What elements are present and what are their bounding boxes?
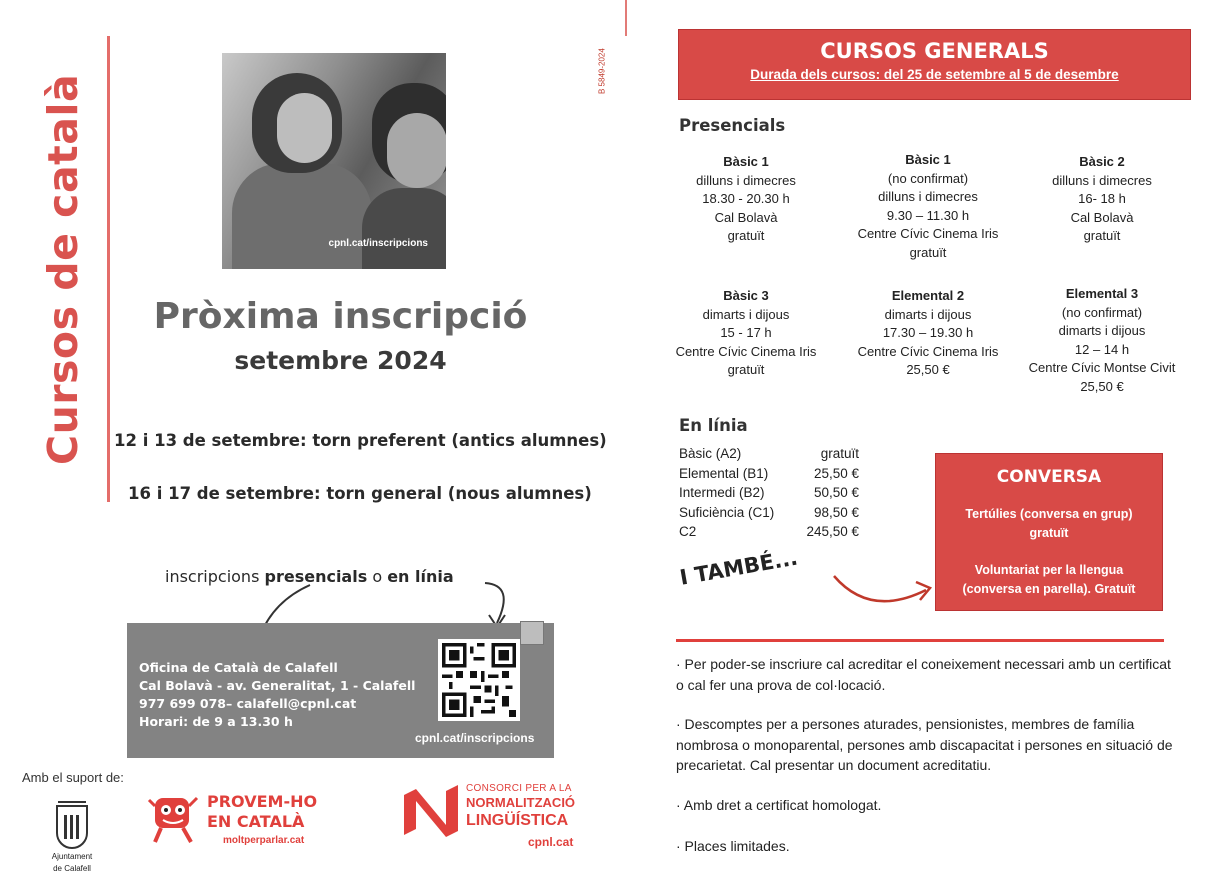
course-line: gratuït [727,362,765,377]
course-line: Cal Bolavà [714,209,778,225]
course-line: 18.30 - 20.30 h [702,191,790,206]
qr-code-icon[interactable] [438,639,520,721]
box-corner-tab [520,621,544,645]
list-item [679,522,859,542]
cpnl-mark-icon [400,785,462,841]
course-line: 16- 18 h [1078,191,1126,206]
cpnl-logo [400,783,590,853]
ajuntament-line2: de Calafell [53,864,91,873]
course-line: dilluns i dimecres [1052,172,1152,188]
itambe-label: I TAMBÉ... [677,545,800,590]
online-level: Intermedi (B2) [679,485,765,500]
course-line: Centre Cívic Cinema Iris [675,343,817,359]
photo-url: cpnl.cat/inscripcions [328,238,428,249]
course-line: dimarts i dijous [884,306,972,322]
torn-general: 16 i 17 de setembre: torn general (nous alumnes) [128,484,592,503]
course-line: gratuït [727,228,765,243]
cpnl-url[interactable]: cpnl.cat [528,835,574,849]
en-linia-title: En línia [679,416,748,435]
curved-arrow-icon [830,568,938,614]
course-card [1012,285,1192,396]
list-item [679,503,859,523]
office-info-box [127,623,554,758]
cursos-generals-banner [678,29,1191,100]
cpnl-line1: CONSORCI PER A LA [466,783,572,794]
course-line: 15 - 17 h [720,325,772,340]
provem-url[interactable]: moltperparlar.cat [223,835,305,846]
course-card [838,151,1018,262]
office-name: Oficina de Català de Calafell [139,660,338,675]
online-price: 245,50 € [806,524,859,539]
torn-preferent: 12 i 13 de setembre: torn preferent (antics alumnes) [114,431,607,450]
conversa-item2-line2: (conversa en parella). Gratuït [962,582,1136,596]
conversa-box [935,453,1163,611]
provem-logo [143,786,343,852]
course-card [838,287,1018,380]
inscripcions-prefix: inscripcions [165,567,265,586]
main-heading: Pròxima inscripció [153,296,528,337]
course-card [656,153,836,246]
shield-icon [56,805,88,849]
course-card [656,287,836,380]
mascot-icon [147,792,199,846]
course-line: (no confirmat) [1061,304,1143,320]
course-line: 12 – 14 h [1074,341,1130,357]
note-item: · Places limitades. [676,838,790,854]
course-line: 9.30 – 11.30 h [886,207,970,223]
course-line: gratuït [1083,228,1121,243]
online-price: 50,50 € [813,485,859,500]
course-line: 17.30 – 19.30 h [882,325,974,340]
online-level: Elemental (B1) [679,465,769,481]
presencials-title: Presencials [679,116,786,135]
course-card [1012,153,1192,246]
online-price: 25,50 € [813,465,859,481]
ajuntament-line1: Ajuntament [51,852,93,861]
course-line: Cal Bolavà [1070,209,1134,225]
course-line: (no confirmat) [887,170,969,186]
course-name: Bàsic 3 [723,288,769,303]
course-name: Elemental 2 [891,288,965,303]
course-line: dimarts i dijous [702,306,790,322]
banner-subtitle: Durada dels cursos: del 25 de setembre al 5 de desembre [750,67,1119,82]
office-address: Cal Bolavà - av. Generalitat, 1 - Calafell [139,678,416,693]
left-red-rule [107,36,110,502]
office-hours: Horari: de 9 a 13.30 h [139,714,293,729]
course-line: Centre Cívic Montse Civit [1028,360,1176,375]
list-item [679,464,859,484]
ajuntament-logo [40,795,104,873]
online-price: gratuït [820,446,859,461]
conversa-item1-line1: Tertúlies (conversa en grup) [965,507,1133,521]
online-level: Suficiència (C1) [679,504,775,520]
conversa-item1-line2: gratuït [1029,526,1069,540]
course-line: Centre Cívic Cinema Iris [857,343,999,359]
course-line: 25,50 € [1080,378,1124,394]
course-name: Elemental 3 [1065,286,1139,301]
right-red-rule [676,639,1164,642]
course-line: Centre Cívic Cinema Iris [857,226,999,241]
vertical-title: Cursos de català [39,73,87,465]
note-item: · Per poder-se inscriure cal acreditar el coneixement necessari amb un certificat o cal fer una prova de col·locació. [676,656,1171,693]
online-level: C2 [679,524,697,539]
inscripcions-middle: o [367,567,388,586]
online-price-list [679,444,859,542]
cpnl-line2: NORMALITZACIÓ [466,795,576,810]
support-label: Amb el suport de: [22,770,124,785]
note-item: · Descomptes per a persones aturades, pensionistes, membres de família nombrosa o monoparental, persones amb discapacitat i persones en situació de precarietat. Cal presentar un document acreditatiu. [676,716,1173,773]
page-divider [625,0,627,36]
students-photo [222,53,446,269]
office-contact[interactable]: 977 699 078– calafell@cpnl.cat [139,696,357,711]
conversa-item2-line1: Voluntariat per la llengua [974,563,1124,577]
office-text [139,659,415,731]
list-item [679,444,859,464]
document-code: B 5849-2024 [597,48,607,94]
course-line: dilluns i dimecres [878,189,978,204]
sub-heading: setembre 2024 [234,346,447,375]
inscripcions-presencials: presencials [264,567,368,586]
online-price: 98,50 € [813,504,859,520]
provem-line1: PROVEM-HO [207,792,318,811]
course-name: Bàsic 2 [1079,154,1125,169]
course-line: dilluns i dimecres [696,172,796,188]
course-name: Bàsic 1 [905,152,951,167]
note-item: · Amb dret a certificat homologat. [676,797,882,813]
provem-line2: EN CATALÀ [207,812,305,831]
course-line: 25,50 € [906,362,950,377]
office-url[interactable]: cpnl.cat/inscripcions [415,731,535,745]
course-line: dimarts i dijous [1058,323,1146,338]
conversa-title: CONVERSA [996,467,1102,487]
list-item [679,483,859,503]
online-level: Bàsic (A2) [679,446,742,461]
inscripcions-en-linia: en línia [387,567,454,586]
banner-title: CURSOS GENERALS [820,39,1049,63]
course-line: gratuït [909,244,947,260]
cpnl-line3: LINGÜÍSTICA [466,812,569,829]
course-name: Bàsic 1 [723,154,769,169]
